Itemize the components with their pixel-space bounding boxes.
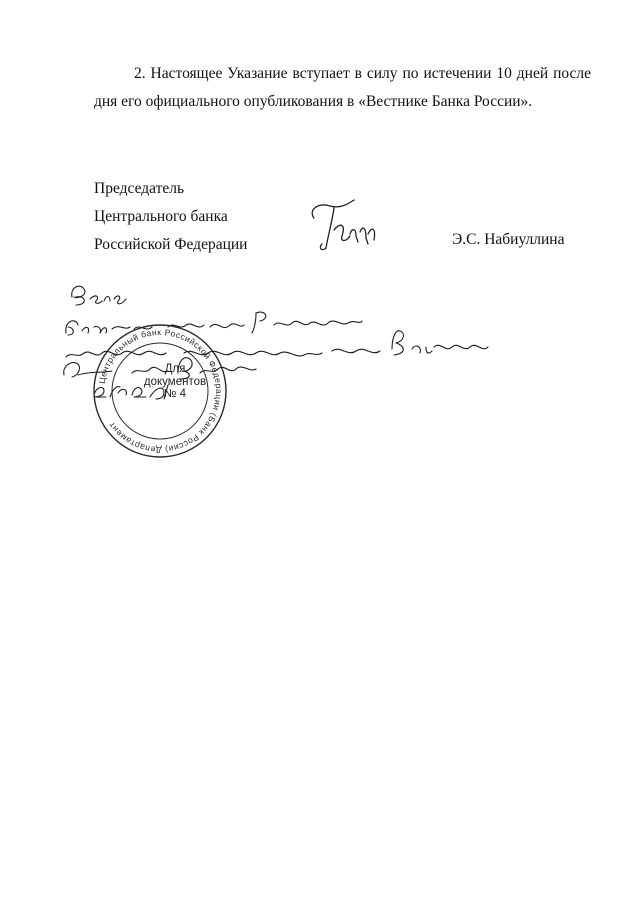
signer-title-line-2: Центрального банка	[94, 208, 228, 225]
stamp-center-line-3: № 4	[164, 388, 186, 400]
stamp-ring-text: Центральный банк Российской Федерации (Банк России) Департамент	[96, 326, 225, 456]
signer-title-line-3: Российской Федерации	[94, 236, 248, 253]
chairman-signature	[300, 190, 390, 260]
signer-title-line-1: Председатель	[94, 180, 185, 197]
stamp-center-line-1: Для	[164, 363, 186, 375]
signer-title-block	[94, 175, 247, 259]
signer-name: Э.С. Набиуллина	[452, 231, 565, 248]
paragraph-line-1: 2. Настоящее Указание вступает в силу по истечении 10 дней после	[134, 65, 591, 82]
stamp-center-line-2: документов	[143, 375, 207, 388]
stamp-center-text	[140, 363, 210, 401]
paragraph-line-2: дня его официального опубликования в «Вестнике Банка России».	[94, 93, 533, 110]
main-paragraph	[94, 60, 591, 116]
